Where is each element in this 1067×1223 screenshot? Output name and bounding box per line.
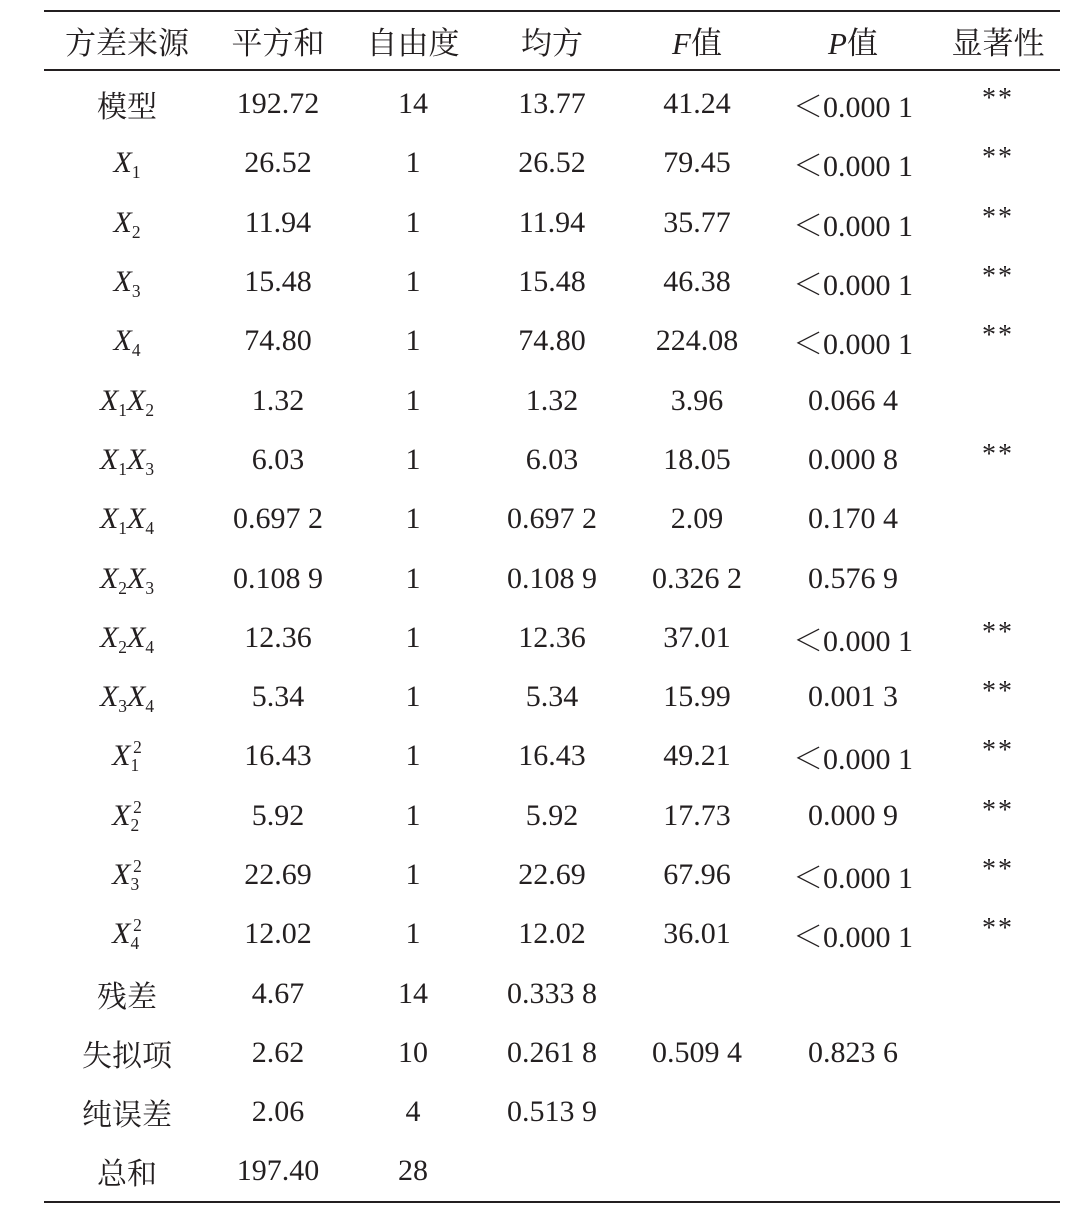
cell-significance: ** xyxy=(982,438,1014,470)
cell-p-value: ＜0.000 1 xyxy=(793,328,913,362)
cell-f-value xyxy=(624,964,770,1023)
table-row xyxy=(44,1083,1060,1142)
cell-df: 1 xyxy=(405,739,421,773)
header-sum-of-squares: 平方和 xyxy=(231,26,325,61)
cell-p-value xyxy=(770,1083,936,1142)
header-mean-square: 均方 xyxy=(521,26,583,61)
cell-f-value: 18.05 xyxy=(663,442,731,476)
cell-significance: ** xyxy=(982,735,1014,767)
cell-source: $X_2^2$ xyxy=(112,796,142,835)
cell-source: $X_3^2$ xyxy=(112,855,142,895)
cell-significance xyxy=(936,1023,1060,1082)
cell-df: 1 xyxy=(405,680,421,714)
table-row xyxy=(44,964,1060,1023)
cell-significance xyxy=(936,549,1060,608)
cell-significance: ** xyxy=(982,676,1014,708)
table-row xyxy=(44,134,1060,193)
cell-source: $X_1$ xyxy=(113,146,141,183)
cell-sum-of-squares: 2.62 xyxy=(251,1035,305,1069)
cell-mean-square: 26.52 xyxy=(518,146,586,180)
header-f-value: F值 xyxy=(672,26,722,61)
cell-p-value xyxy=(770,964,936,1023)
cell-mean-square: 5.92 xyxy=(525,798,579,832)
cell-p-value: ＜0.000 1 xyxy=(793,209,913,243)
cell-p-value: 0.576 9 xyxy=(808,561,898,595)
cell-mean-square: 22.69 xyxy=(518,858,586,891)
cell-mean-square: 0.261 8 xyxy=(507,1035,597,1069)
table-row xyxy=(44,490,1060,549)
cell-p-value: 0.066 4 xyxy=(808,383,898,417)
cell-source: 失拟项 xyxy=(82,1039,172,1073)
cell-f-value: 2.09 xyxy=(670,502,724,536)
cell-mean-square: 12.02 xyxy=(518,917,586,951)
cell-sum-of-squares: 2.06 xyxy=(251,1095,305,1129)
cell-f-value: 15.99 xyxy=(663,680,731,714)
cell-mean-square: 15.48 xyxy=(518,265,586,299)
cell-sum-of-squares: 5.92 xyxy=(251,798,305,832)
cell-p-value: 0.823 6 xyxy=(808,1035,898,1069)
cell-f-value: 49.21 xyxy=(663,739,731,773)
cell-mean-square: 12.36 xyxy=(518,620,586,654)
cell-mean-square: 0.513 9 xyxy=(507,1095,597,1129)
cell-significance: ** xyxy=(982,794,1014,826)
cell-df: 1 xyxy=(405,917,421,951)
cell-sum-of-squares: 5.34 xyxy=(251,680,305,714)
cell-sum-of-squares: 12.02 xyxy=(244,917,312,951)
table-row xyxy=(44,549,1060,608)
cell-df: 28 xyxy=(398,1154,428,1188)
cell-mean-square: 13.77 xyxy=(518,87,586,121)
cell-p-value: ＜0.000 1 xyxy=(793,921,913,955)
table-row xyxy=(44,608,1060,667)
cell-f-value: 46.38 xyxy=(663,265,731,299)
cell-source: $X_3X_4$ xyxy=(99,680,155,717)
cell-sum-of-squares: 197.40 xyxy=(236,1154,320,1188)
cell-source: $X_1X_4$ xyxy=(99,502,155,539)
cell-significance: ** xyxy=(982,913,1014,945)
cell-source: 残差 xyxy=(97,980,157,1014)
cell-sum-of-squares: 192.72 xyxy=(236,87,320,121)
cell-significance: ** xyxy=(982,83,1014,115)
cell-sum-of-squares: 11.94 xyxy=(244,205,312,239)
cell-df: 1 xyxy=(405,858,421,891)
cell-mean-square: 6.03 xyxy=(525,442,579,476)
cell-f-value: 37.01 xyxy=(663,620,731,654)
cell-sum-of-squares: 15.48 xyxy=(244,265,312,299)
cell-significance xyxy=(936,371,1060,430)
table-row xyxy=(44,667,1060,726)
cell-f-value: 79.45 xyxy=(663,146,731,180)
cell-f-value: 3.96 xyxy=(670,383,724,417)
cell-f-value: 17.73 xyxy=(663,798,731,832)
cell-f-value xyxy=(624,1142,770,1201)
table-row xyxy=(44,430,1060,489)
cell-mean-square: 74.80 xyxy=(518,324,586,358)
header-row xyxy=(44,12,1060,69)
cell-df: 1 xyxy=(405,205,421,239)
cell-p-value xyxy=(770,1142,936,1201)
table-row xyxy=(44,1023,1060,1082)
cell-sum-of-squares: 0.697 2 xyxy=(233,502,323,536)
cell-p-value: ＜0.000 1 xyxy=(793,624,913,658)
cell-f-value: 35.77 xyxy=(663,205,731,239)
header-df: 自由度 xyxy=(366,26,460,61)
cell-source: 总和 xyxy=(97,1158,157,1192)
cell-source: $X_2X_3$ xyxy=(99,561,155,598)
cell-significance: ** xyxy=(982,320,1014,352)
cell-p-value: 0.000 9 xyxy=(808,798,898,832)
cell-sum-of-squares: 26.52 xyxy=(244,146,312,180)
cell-source: $X_2$ xyxy=(113,205,141,242)
cell-significance: ** xyxy=(982,142,1014,174)
table-row xyxy=(44,1142,1060,1201)
table-row xyxy=(44,905,1060,964)
cell-mean-square: 1.32 xyxy=(525,383,579,417)
cell-significance: ** xyxy=(982,201,1014,233)
header-source: 方差来源 xyxy=(65,26,189,61)
cell-significance: ** xyxy=(982,616,1014,648)
cell-p-value: 0.170 4 xyxy=(808,502,898,536)
cell-df: 1 xyxy=(405,798,421,832)
cell-p-value: ＜0.000 1 xyxy=(793,269,913,303)
cell-source: 纯误差 xyxy=(82,1099,172,1133)
cell-df: 1 xyxy=(405,324,421,358)
table-body xyxy=(44,71,1060,1202)
table-row xyxy=(44,252,1060,311)
table-row xyxy=(44,727,1060,786)
cell-f-value: 0.326 2 xyxy=(652,561,742,595)
cell-sum-of-squares: 16.43 xyxy=(244,739,312,773)
cell-significance xyxy=(936,1083,1060,1142)
header-significance: 显著性 xyxy=(951,26,1045,61)
table-row xyxy=(44,845,1060,904)
cell-p-value: 0.000 8 xyxy=(808,442,898,476)
cell-p-value: ＜0.000 1 xyxy=(793,150,913,184)
cell-f-value: 67.96 xyxy=(663,858,731,891)
cell-mean-square: 5.34 xyxy=(525,680,579,714)
cell-p-value: ＜0.000 1 xyxy=(793,862,913,895)
table-row xyxy=(44,193,1060,252)
cell-mean-square: 0.108 9 xyxy=(507,561,597,595)
cell-source: $X_2X_4$ xyxy=(99,620,155,657)
cell-df: 1 xyxy=(405,265,421,299)
cell-sum-of-squares: 4.67 xyxy=(251,976,305,1010)
cell-significance xyxy=(936,964,1060,1023)
cell-df: 1 xyxy=(405,561,421,595)
cell-significance xyxy=(936,1142,1060,1201)
cell-source: $X_1^2$ xyxy=(112,737,142,776)
cell-significance xyxy=(936,490,1060,549)
cell-source: $X_1X_2$ xyxy=(99,383,155,420)
cell-mean-square: 0.333 8 xyxy=(507,976,597,1010)
cell-f-value: 41.24 xyxy=(663,87,731,121)
cell-df: 4 xyxy=(405,1095,421,1129)
cell-df: 1 xyxy=(405,502,421,536)
cell-mean-square: 11.94 xyxy=(518,205,586,239)
bottom-rule xyxy=(44,1201,1060,1203)
cell-df: 1 xyxy=(405,146,421,180)
cell-f-value: 0.509 4 xyxy=(652,1035,742,1069)
table-row xyxy=(44,312,1060,371)
cell-sum-of-squares: 6.03 xyxy=(251,442,305,476)
cell-mean-square: 0.697 2 xyxy=(507,502,597,536)
cell-f-value: 36.01 xyxy=(663,917,731,951)
cell-source: $X_3$ xyxy=(113,265,141,302)
cell-sum-of-squares: 74.80 xyxy=(244,324,312,358)
table-row xyxy=(44,786,1060,845)
cell-f-value: 224.08 xyxy=(655,324,739,358)
cell-p-value: ＜0.000 1 xyxy=(793,91,913,125)
cell-sum-of-squares: 1.32 xyxy=(251,383,305,417)
table-row xyxy=(44,71,1060,134)
cell-sum-of-squares: 0.108 9 xyxy=(233,561,323,595)
cell-df: 10 xyxy=(398,1035,428,1069)
cell-sum-of-squares: 22.69 xyxy=(244,858,312,891)
cell-df: 1 xyxy=(405,620,421,654)
cell-source: $X_4$ xyxy=(113,324,141,361)
cell-df: 1 xyxy=(405,383,421,417)
cell-significance: ** xyxy=(982,261,1014,293)
cell-mean-square xyxy=(480,1142,624,1201)
table-row xyxy=(44,371,1060,430)
cell-significance: ** xyxy=(982,854,1014,885)
header-p-value: P值 xyxy=(828,26,878,61)
anova-table xyxy=(44,12,1060,1201)
cell-f-value xyxy=(624,1083,770,1142)
cell-p-value: 0.001 3 xyxy=(808,680,898,714)
cell-mean-square: 16.43 xyxy=(518,739,586,773)
cell-source: $X_4^2$ xyxy=(112,915,142,954)
cell-sum-of-squares: 12.36 xyxy=(244,620,312,654)
cell-df: 14 xyxy=(398,976,428,1010)
anova-table-container xyxy=(44,10,1060,1203)
cell-df: 14 xyxy=(398,87,428,121)
cell-source: $X_1X_3$ xyxy=(99,442,155,479)
cell-p-value: ＜0.000 1 xyxy=(793,743,913,777)
cell-source: 模型 xyxy=(97,91,157,125)
cell-df: 1 xyxy=(405,442,421,476)
